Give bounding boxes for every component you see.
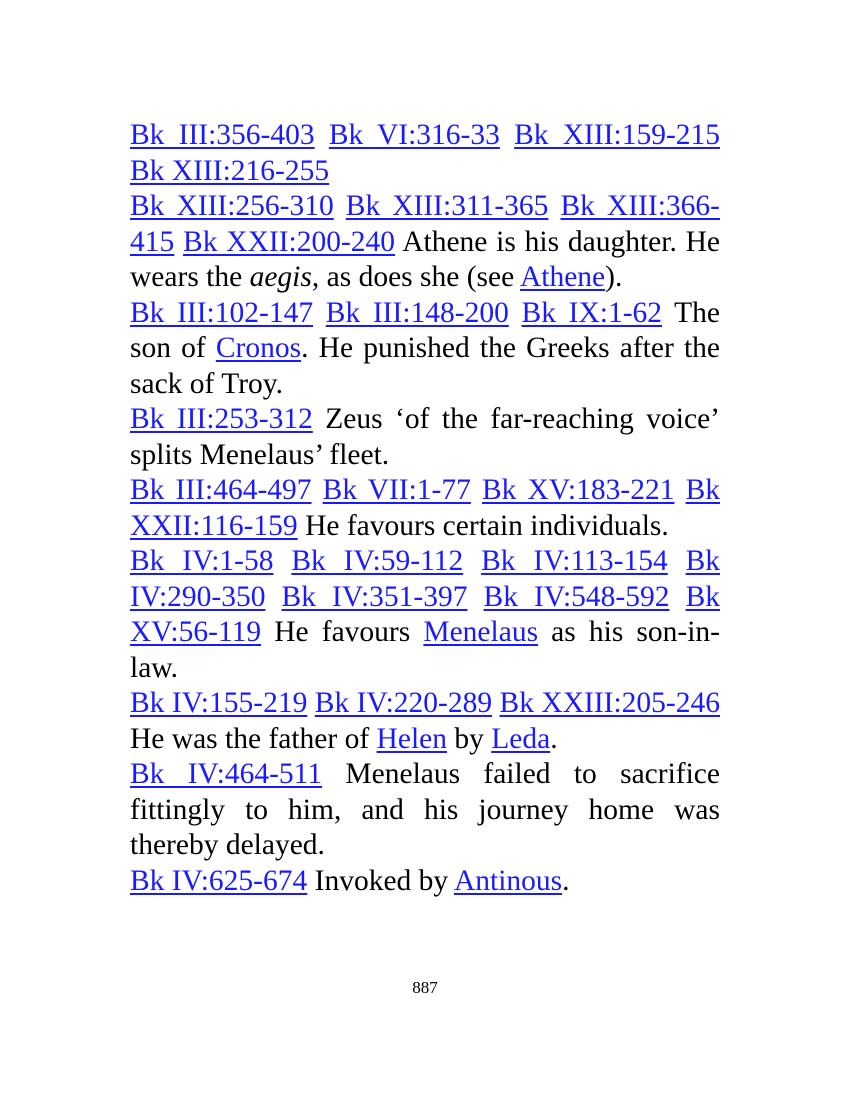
body-text: Zeus ‘of the far-reaching voice’ splits Menelaus’ fleet. — [130, 403, 721, 471]
book-line-link[interactable]: Bk XIII:256-310 — [130, 190, 334, 222]
body-text: The son of — [130, 296, 721, 364]
book-line-link[interactable]: Bk VI:316-33 — [328, 119, 500, 151]
book-line-link[interactable]: Bk XXIII:205-246 — [499, 687, 720, 719]
book-line-link[interactable]: Bk XXII:116-159 — [130, 474, 721, 542]
index-paragraph — [130, 402, 720, 473]
body-text — [312, 474, 323, 506]
book-line-link[interactable]: Bk III:102-147 — [130, 296, 314, 329]
book-line-link[interactable]: Bk XIII:159-215 — [514, 119, 721, 151]
body-text — [334, 190, 346, 222]
index-paragraph — [130, 189, 720, 296]
body-text — [471, 474, 482, 506]
paragraph-list — [130, 118, 720, 899]
book-line-link[interactable]: Bk IV:625-674 — [130, 864, 308, 897]
body-text: , as does she (see — [311, 261, 520, 293]
body-text — [174, 226, 183, 258]
book-line-link[interactable]: Bk XIII:366-415 — [130, 190, 720, 258]
body-text — [315, 119, 329, 151]
cross-reference-link[interactable]: Athene — [519, 261, 606, 293]
book-line-link[interactable]: Bk III:356-403 — [130, 119, 315, 151]
book-line-link[interactable]: Bk IV:351-397 — [281, 580, 468, 613]
book-line-link[interactable]: Bk IV:155-219 — [130, 687, 308, 719]
book-line-link[interactable]: Bk IV:220-289 — [314, 687, 493, 719]
book-line-link[interactable]: Bk III:148-200 — [325, 296, 509, 329]
book-line-link[interactable]: Bk IV:548-592 — [483, 580, 670, 613]
body-text — [467, 581, 483, 613]
body-text — [273, 545, 291, 577]
body-text: . — [562, 864, 570, 897]
body-text: by — [446, 722, 492, 755]
index-paragraph — [130, 686, 720, 757]
book-line-link[interactable]: Bk III:464-497 — [130, 474, 312, 506]
body-text: . — [550, 722, 558, 755]
body-text: He favours — [261, 616, 424, 648]
cross-reference-link[interactable]: Cronos — [215, 332, 302, 364]
body-text: He favours certain individuals. — [297, 509, 669, 542]
cross-reference-link[interactable]: Menelaus — [423, 616, 539, 648]
body-text — [509, 297, 522, 329]
page-number: 887 — [412, 978, 438, 997]
body-text — [500, 119, 514, 151]
book-line-link[interactable]: Bk IV:113-154 — [481, 545, 668, 577]
book-line-link[interactable]: Bk IV:290-350 — [130, 545, 721, 613]
body-text — [674, 474, 685, 506]
index-paragraph — [130, 473, 720, 544]
body-text — [313, 297, 326, 329]
body-text — [307, 687, 314, 719]
book-line-link[interactable]: Bk IV:464-511 — [130, 758, 323, 790]
book-line-link[interactable]: Bk IV:59-112 — [291, 545, 464, 577]
book-line-link[interactable]: Bk XIII:216-255 — [130, 154, 330, 187]
body-text — [668, 545, 686, 577]
book-line-link[interactable]: Bk XV:56-119 — [130, 580, 720, 648]
index-paragraph — [130, 757, 720, 864]
book-line-link[interactable]: Bk XIII:311-365 — [345, 190, 549, 222]
body-text: Menelaus failed to sacrifice fittingly to him, and his journey home was thereby delayed. — [130, 758, 720, 861]
index-entry-body — [130, 118, 720, 899]
body-text — [492, 687, 499, 719]
body-text: Athene is his daughter. He wears the — [130, 225, 721, 293]
body-text: as his son-in-law. — [130, 616, 721, 684]
body-text: ). — [605, 261, 623, 293]
body-text: . He punished the Greeks after the sack of Troy. — [130, 332, 720, 400]
cross-reference-link[interactable]: Antinous — [453, 864, 563, 897]
index-paragraph — [130, 118, 720, 189]
cross-reference-link[interactable]: Helen — [376, 722, 447, 755]
book-line-link[interactable]: Bk IV:1-58 — [130, 545, 274, 577]
body-text — [265, 581, 281, 613]
index-paragraph — [130, 296, 720, 403]
book-line-link[interactable]: Bk III:253-312 — [130, 403, 313, 435]
italic-term: aegis — [249, 261, 312, 293]
index-paragraph — [130, 864, 720, 900]
book-line-link[interactable]: Bk XXII:200-240 — [183, 225, 396, 258]
body-text: Invoked by — [307, 864, 454, 897]
book-line-link[interactable]: Bk IX:1-62 — [521, 296, 663, 329]
index-paragraph — [130, 544, 720, 686]
body-text — [463, 545, 481, 577]
book-line-link[interactable]: Bk VII:1-77 — [322, 474, 471, 506]
body-text — [670, 581, 686, 613]
body-text — [548, 190, 560, 222]
body-text: He was the father of — [130, 722, 377, 755]
book-line-link[interactable]: Bk XV:183-221 — [481, 474, 675, 506]
cross-reference-link[interactable]: Leda — [491, 722, 551, 755]
